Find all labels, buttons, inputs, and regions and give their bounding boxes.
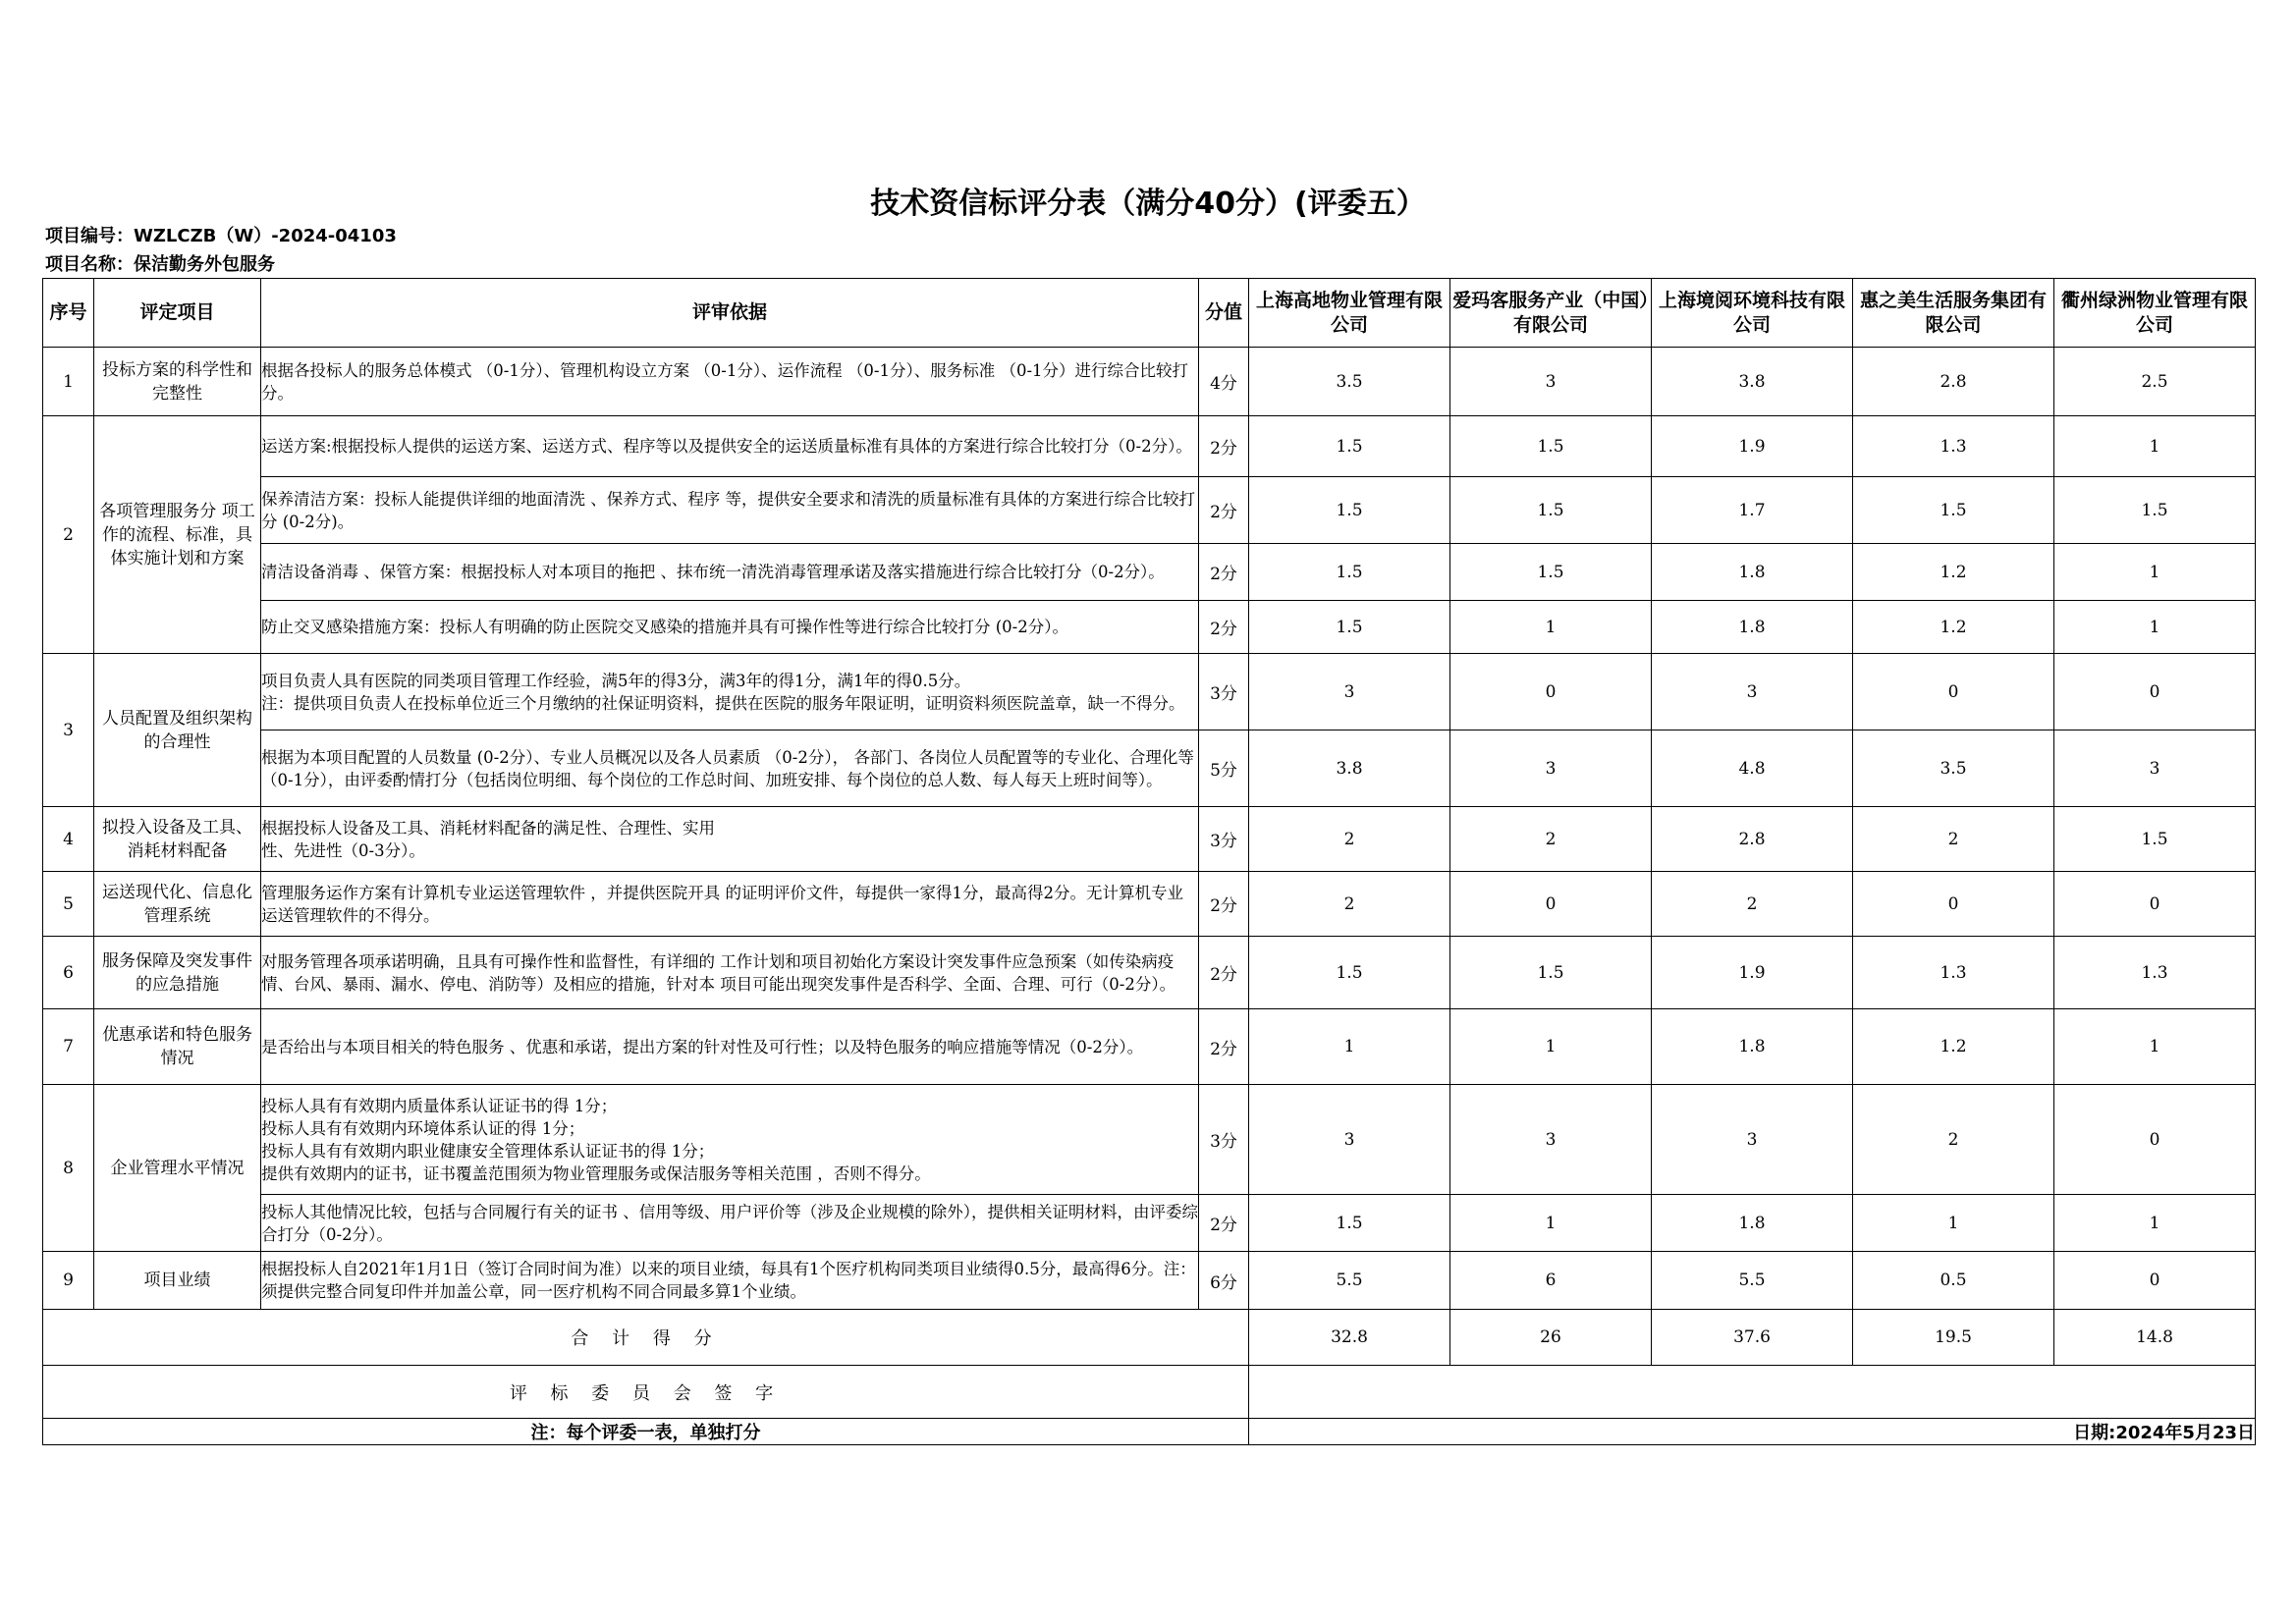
footer-date: 日期:2024年5月23日 [1249, 1419, 2256, 1445]
row-score: 1.7 [1652, 477, 1853, 544]
table-row [43, 416, 2256, 477]
table-row [43, 348, 2256, 416]
header-bidder: 衢州绿洲物业管理有限公司 [2054, 279, 2256, 348]
row-seq: 1 [43, 348, 94, 416]
row-score: 1.8 [1652, 544, 1853, 601]
signature-area [1249, 1366, 2256, 1419]
row-score: 1.5 [1249, 544, 1450, 601]
table-row [43, 601, 2256, 654]
row-item: 企业管理水平情况 [94, 1085, 261, 1252]
header-basis: 评审依据 [261, 279, 1199, 348]
row-score: 2 [1853, 807, 2054, 872]
table-row [43, 1009, 2256, 1085]
row-points: 3分 [1199, 1085, 1249, 1195]
row-score: 1.5 [1450, 544, 1652, 601]
row-score: 1.3 [1853, 937, 2054, 1009]
row-seq: 9 [43, 1252, 94, 1310]
row-score: 1.5 [1249, 1195, 1450, 1252]
row-basis: 根据投标人设备及工具、消耗材料配备的满足性、合理性、实用 性、先进性（0-3分）。 [261, 807, 1199, 872]
row-basis: 投标人其他情况比较，包括与合同履行有关的证书 、信用等级、用户评价等（涉及企业规模的除外），提供相关证明材料，由评委综合打分（0-2分）。 [261, 1195, 1199, 1252]
row-score: 3.8 [1249, 730, 1450, 807]
row-basis: 根据投标人自2021年1月1日（签订合同时间为准）以来的项目业绩，每具有1个医疗机构同类项目业绩得0.5分，最高得6分。注：须提供完整合同复印件并加盖公章，同一医疗机构不同合同最多算1个业绩。 [261, 1252, 1199, 1310]
table-row [43, 872, 2256, 937]
row-score: 5.5 [1652, 1252, 1853, 1310]
header-bidder: 上海境阅环境科技有限公司 [1652, 279, 1853, 348]
total-score: 14.8 [2054, 1310, 2256, 1366]
header-bidder: 爱玛客服务产业（中国）有限公司 [1450, 279, 1652, 348]
row-score: 3.5 [1853, 730, 2054, 807]
signature-label: 评 标 委 员 会 签 字 [43, 1366, 1249, 1419]
table-row [43, 1252, 2256, 1310]
row-item: 人员配置及组织架构的合理性 [94, 654, 261, 807]
row-score: 1.5 [1450, 477, 1652, 544]
row-seq: 2 [43, 416, 94, 654]
row-basis: 防止交叉感染措施方案：投标人有明确的防止医院交叉感染的措施并具有可操作性等进行综合比较打分 (0-2分）。 [261, 601, 1199, 654]
row-score: 3 [1652, 1085, 1853, 1195]
row-score: 1 [2054, 416, 2256, 477]
row-basis: 管理服务运作方案有计算机专业运送管理软件 ，并提供医院开具 的证明评价文件，每提供一家得1分，最高得2分。无计算机专业运送管理软件的不得分。 [261, 872, 1199, 937]
row-basis: 清洁设备消毒 、保管方案：根据投标人对本项目的拖把 、抹布统一清洗消毒管理承诺及落实措施进行综合比较打分（0-2分）。 [261, 544, 1199, 601]
row-points: 2分 [1199, 601, 1249, 654]
row-basis: 是否给出与本项目相关的特色服务 、优惠和承诺，提出方案的针对性及可行性；以及特色服务的响应措施等情况（0-2分）。 [261, 1009, 1199, 1085]
total-score: 19.5 [1853, 1310, 2054, 1366]
row-score: 1.5 [1853, 477, 2054, 544]
row-score: 1.2 [1853, 544, 2054, 601]
row-score: 1.2 [1853, 1009, 2054, 1085]
row-score: 0 [2054, 1085, 2256, 1195]
row-score: 3 [2054, 730, 2256, 807]
row-points: 2分 [1199, 1009, 1249, 1085]
row-score: 6 [1450, 1252, 1652, 1310]
row-score: 1.9 [1652, 937, 1853, 1009]
row-score: 3 [1450, 730, 1652, 807]
row-score: 1 [1450, 1009, 1652, 1085]
row-points: 4分 [1199, 348, 1249, 416]
total-score: 32.8 [1249, 1310, 1450, 1366]
row-score: 1.5 [1450, 416, 1652, 477]
row-score: 0 [2054, 872, 2256, 937]
row-score: 2.5 [2054, 348, 2256, 416]
row-points: 2分 [1199, 937, 1249, 1009]
row-score: 1.5 [1249, 601, 1450, 654]
total-label: 合 计 得 分 [43, 1310, 1249, 1366]
row-item: 拟投入设备及工具、消耗材料配备 [94, 807, 261, 872]
row-score: 1 [1853, 1195, 2054, 1252]
row-basis: 根据各投标人的服务总体模式 （0-1分）、管理机构设立方案 （0-1分）、运作流程 （0-1分）、服务标准 （0-1分）进行综合比较打分。 [261, 348, 1199, 416]
total-score: 26 [1450, 1310, 1652, 1366]
row-score: 1.5 [1450, 937, 1652, 1009]
row-score: 1.5 [1249, 416, 1450, 477]
row-score: 0 [1450, 872, 1652, 937]
row-score: 1.3 [1853, 416, 2054, 477]
row-seq: 8 [43, 1085, 94, 1252]
table-row [43, 1195, 2256, 1252]
total-row [43, 1310, 2256, 1366]
row-score: 1 [2054, 1195, 2256, 1252]
row-score: 1.5 [1249, 477, 1450, 544]
row-points: 2分 [1199, 544, 1249, 601]
header-item: 评定项目 [94, 279, 261, 348]
row-score: 1 [2054, 601, 2256, 654]
row-seq: 3 [43, 654, 94, 807]
row-score: 1.9 [1652, 416, 1853, 477]
row-basis: 项目负责人具有医院的同类项目管理工作经验，满5年的得3分，满3年的得1分，满1年的得0.5分。 注：提供项目负责人在投标单位近三个月缴纳的社保证明资料，提供在医院的服务年限证明，证明资料须医院盖章，缺一不得分。 [261, 654, 1199, 730]
row-score: 1.3 [2054, 937, 2256, 1009]
project-code: 项目编号：WZLCZB（W）-2024-04103 [45, 226, 397, 246]
row-basis: 投标人具有有效期内质量体系认证证书的得 1分； 投标人具有有效期内环境体系认证的得 1分； 投标人具有有效期内职业健康安全管理体系认证证书的得 1分； 提供有效期内的证书，证书覆盖范围须为物业管理服务或保洁服务等相关范围 ，否则不得分。 [261, 1085, 1199, 1195]
header-bidder: 上海高地物业管理有限公司 [1249, 279, 1450, 348]
row-score: 4.8 [1652, 730, 1853, 807]
row-points: 5分 [1199, 730, 1249, 807]
row-score: 3.8 [1652, 348, 1853, 416]
row-score: 1.8 [1652, 1195, 1853, 1252]
row-score: 3 [1249, 654, 1450, 730]
row-score: 1.5 [2054, 807, 2256, 872]
row-points: 6分 [1199, 1252, 1249, 1310]
row-basis: 保养清洁方案：投标人能提供详细的地面清洗 、保养方式、程序 等，提供安全要求和清洗的质量标准有具体的方案进行综合比较打分 (0-2分)。 [261, 477, 1199, 544]
table-row [43, 730, 2256, 807]
row-score: 2 [1853, 1085, 2054, 1195]
row-score: 5.5 [1249, 1252, 1450, 1310]
project-name: 项目名称：保洁勤务外包服务 [45, 254, 275, 275]
row-score: 2 [1249, 807, 1450, 872]
row-item: 项目业绩 [94, 1252, 261, 1310]
row-basis: 对服务管理各项承诺明确，且具有可操作性和监督性，有详细的 工作计划和项目初始化方案设计突发事件应急预案（如传染病疫 情、台风、暴雨、漏水、停电、消防等）及相应的措施，针对本 项目可能出现突发事件是否科学、全面、合理、可行（0-2分）。 [261, 937, 1199, 1009]
header-points: 分值 [1199, 279, 1249, 348]
row-score: 3.5 [1249, 348, 1450, 416]
row-score: 0 [1450, 654, 1652, 730]
row-score: 3 [1450, 348, 1652, 416]
footer-row [43, 1419, 2256, 1445]
row-score: 2.8 [1853, 348, 2054, 416]
table-row [43, 654, 2256, 730]
row-points: 3分 [1199, 807, 1249, 872]
row-item: 优惠承诺和特色服务情况 [94, 1009, 261, 1085]
row-points: 3分 [1199, 654, 1249, 730]
row-score: 0 [1853, 872, 2054, 937]
row-score: 0.5 [1853, 1252, 2054, 1310]
row-points: 2分 [1199, 477, 1249, 544]
header-seq: 序号 [43, 279, 94, 348]
row-score: 1 [2054, 1009, 2256, 1085]
header-bidder: 惠之美生活服务集团有限公司 [1853, 279, 2054, 348]
score-table [42, 278, 2256, 1445]
row-score: 1 [1450, 1195, 1652, 1252]
row-score: 1.5 [1249, 937, 1450, 1009]
row-score: 3 [1249, 1085, 1450, 1195]
row-score: 1.8 [1652, 601, 1853, 654]
row-score: 2 [1652, 872, 1853, 937]
row-score: 0 [1853, 654, 2054, 730]
footer-note: 注：每个评委一表，单独打分 [43, 1419, 1249, 1445]
row-basis: 运送方案:根据投标人提供的运送方案、运送方式、程序等以及提供安全的运送质量标准有具体的方案进行综合比较打分（0-2分）。 [261, 416, 1199, 477]
row-points: 2分 [1199, 1195, 1249, 1252]
row-score: 1 [1450, 601, 1652, 654]
row-score: 3 [1652, 654, 1853, 730]
row-basis: 根据为本项目配置的人员数量 (0-2分）、专业人员概况以及各人员素质 （0-2分）， 各部门、各岗位人员配置等的专业化、合理化等（0-1分），由评委酌情打分（包括岗位明细、每个岗位的工作总时间、加班安排、每个岗位的总人数、每人每天上班时间等）。 [261, 730, 1199, 807]
row-score: 1.8 [1652, 1009, 1853, 1085]
row-score: 1.2 [1853, 601, 2054, 654]
row-seq: 6 [43, 937, 94, 1009]
row-score: 1 [1249, 1009, 1450, 1085]
row-score: 2 [1450, 807, 1652, 872]
row-points: 2分 [1199, 872, 1249, 937]
row-item: 服务保障及突发事件的应急措施 [94, 937, 261, 1009]
table-row [43, 477, 2256, 544]
row-score: 1.5 [2054, 477, 2256, 544]
row-seq: 5 [43, 872, 94, 937]
row-points: 2分 [1199, 416, 1249, 477]
table-row [43, 937, 2256, 1009]
row-score: 3 [1450, 1085, 1652, 1195]
row-score: 0 [2054, 1252, 2256, 1310]
row-score: 2 [1249, 872, 1450, 937]
row-item: 投标方案的科学性和完整性 [94, 348, 261, 416]
row-score: 1 [2054, 544, 2256, 601]
signature-row [43, 1366, 2256, 1419]
row-item: 各项管理服务分 项工作的流程、标准，具体实施计划和方案 [94, 416, 261, 654]
header-row [43, 279, 2256, 348]
table-row [43, 544, 2256, 601]
table-row [43, 1085, 2256, 1195]
row-item: 运送现代化、信息化管理系统 [94, 872, 261, 937]
row-score: 2.8 [1652, 807, 1853, 872]
row-seq: 7 [43, 1009, 94, 1085]
table-row [43, 807, 2256, 872]
page-title: 技术资信标评分表（满分40分）(评委五） [870, 187, 1426, 221]
row-seq: 4 [43, 807, 94, 872]
total-score: 37.6 [1652, 1310, 1853, 1366]
row-score: 0 [2054, 654, 2256, 730]
